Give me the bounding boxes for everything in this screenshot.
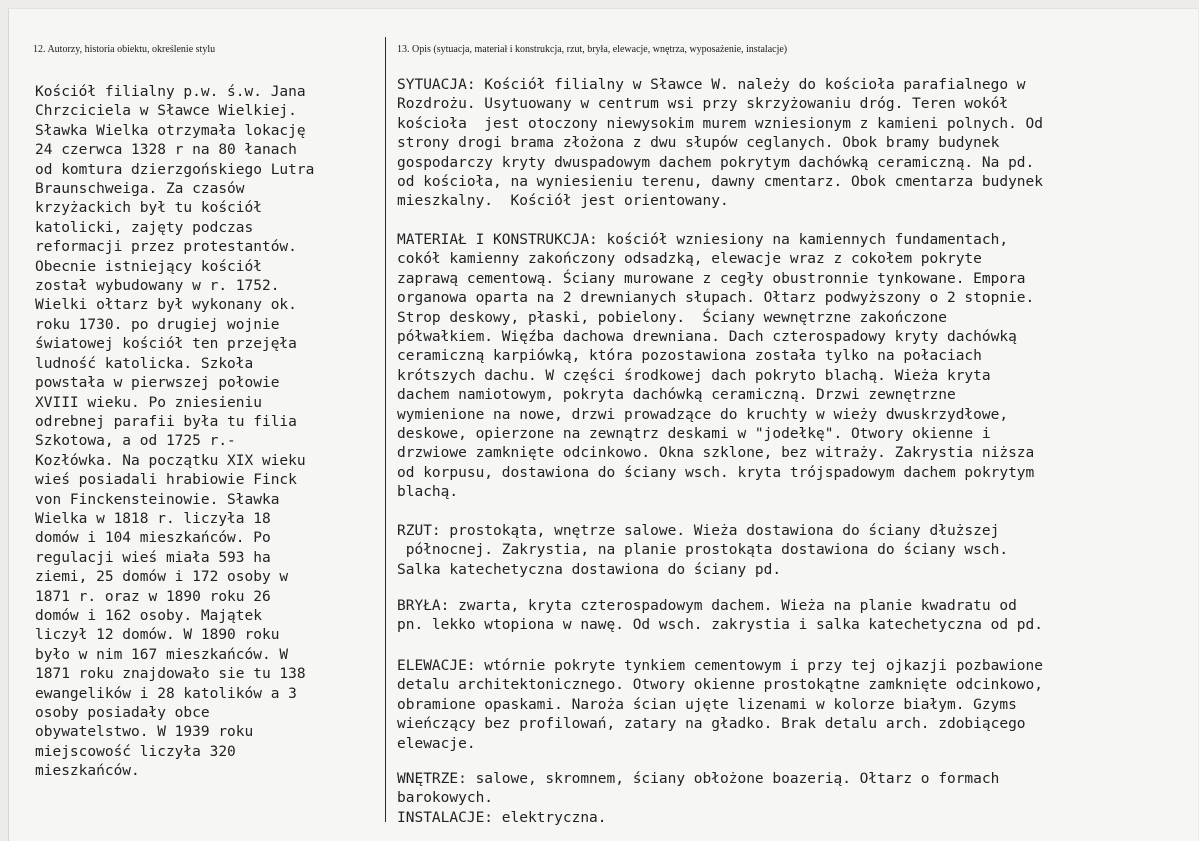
right-column-header: 13. Opis (sytuacja, materiał i konstrukcja, rzut, bryła, elewacje, wnętrza, wyposażenie, instalacje) <box>397 44 788 55</box>
text-line: krótszych dachu. W części środkowej dach pokryto blachą. Wieża kryta <box>397 367 991 384</box>
text-line: Wielki ołtarz był wykonany ok. <box>35 297 297 314</box>
text-line: ceramiczną karpiówką, która pozostawiona została tylko na połaciach <box>397 348 982 365</box>
text-line: katolicki, zajęty podczas <box>35 219 254 236</box>
text-line: kościoła jest otoczony niewysokim murem wzniesionym z kamieni polnych. Od <box>397 115 1044 132</box>
text-line: od kościoła, na wyniesieniu terenu, dawny cmentarz. Obok cmentarza budynek <box>397 174 1044 191</box>
text-line: Rozdrożu. Usytuowany w centrum wsi przy skrzyżowaniu dróg. Teren wokół <box>397 96 1009 113</box>
text-line: Braunschweiga. Za czasów <box>35 181 245 198</box>
text-line: Kozłówka. Na początku XIX wieku <box>35 452 306 469</box>
text-line: domów i 104 mieszkańców. Po <box>35 530 271 547</box>
text-line: od komtura dzierzgońskiego Lutra <box>35 161 315 178</box>
text-line: barokowych. <box>397 790 494 807</box>
text-line: Kościół filialny p.w. ś.w. Jana <box>35 84 306 100</box>
text-line: odrebnej parafii była tu filia <box>35 413 297 430</box>
text-line: 1871 r. oraz w 1890 roku 26 <box>35 588 271 605</box>
text-line: półwałkiem. Więźba dachowa drewniana. Dach czterospadowy kryty dachówką <box>397 329 1017 346</box>
text-line: północnej. Zakrystia, na planie prostokąta dostawiona do ściany wsch. <box>397 542 1009 559</box>
text-line: 24 czerwca 1328 r na 80 łanach <box>35 142 297 159</box>
text-line: obramione opaskami. Naroża ścian ujęte lizenami w kolorze białym. Gzyms <box>397 696 1017 713</box>
text-line: zaprawą cementową. Ściany murowane z cegły obustronnie tynkowane. Empora <box>397 270 1026 287</box>
text-line: cokół kamienny zakończony odsadzką, elewacje wraz z cokołem pokryte <box>397 251 982 268</box>
text-line: XVIII wieku. Po zniesieniu <box>35 394 262 411</box>
text-line: 1871 roku znajdowało sie tu 138 <box>35 666 306 683</box>
text-line: Obecnie istniejący kościół <box>35 258 262 275</box>
text-line: organowa oparta na 2 drewnianych słupach. Ołtarz podwyższony o 2 stopnie. <box>397 290 1035 307</box>
text-line: roku 1730. po drugiej wojnie <box>35 316 280 333</box>
text-line: BRYŁA: zwarta, kryta czterospadowym dachem. Wieża na planie kwadratu od <box>397 598 1017 614</box>
text-line: obywatelstwo. W 1939 roku <box>35 724 254 741</box>
column-divider <box>385 37 386 822</box>
text-line: Salka katechetyczna dostawiona do ściany pd. <box>397 561 782 578</box>
text-line: Wielka w 1818 r. liczyła 18 <box>35 510 271 527</box>
text-line: SYTUACJA: Kościół filialny w Sławce W. należy do kościoła parafialnego w <box>397 77 1026 93</box>
text-line: krzyżackich był tu kościół <box>35 200 262 217</box>
text-line: deskowe, opierzone na zewnątrz deskami w "jodełkę". Otwory okienne i <box>397 426 991 443</box>
text-line: miejscowość liczyła 320 <box>35 743 236 760</box>
text-line: od korpusu, dostawiona do ściany wsch. kryta trójspadowym dachem pokrytym <box>397 464 1035 481</box>
text-line: powstała w pierwszej połowie <box>35 375 280 392</box>
text-line: wieńczący bez profilowań, zatary na gładko. Brak detalu arch. zdobiącego <box>397 716 1026 733</box>
text-line: ziemi, 25 domów i 172 osoby w <box>35 569 289 586</box>
text-line: Strop deskowy, płaski, pobielony. Ściany wewnętrzne zakończone <box>397 309 947 326</box>
section-elewacje <box>397 657 1043 754</box>
text-line: detalu architektonicznego. Otwory okienne prostokątne zamknięte odcinkowo, <box>397 677 1044 694</box>
history-text <box>35 83 314 782</box>
text-line: drzwiowe zamknięte odcinkowo. Okna szklone, bez witraży. Zakrystia niższa <box>397 445 1035 462</box>
text-line: gospodarczy kryty dwuspadowym dachem pokrytym dachówką ceramiczną. Na pd. <box>397 154 1035 171</box>
text-line: pn. lekko wtopiona w nawę. Od wsch. zakrystia i salka katechetyczna od pd. <box>397 617 1044 634</box>
text-line: mieszkańców. <box>35 763 140 780</box>
text-line: ewangelików i 28 katolików a 3 <box>35 685 297 702</box>
text-line: wymienione na nowe, drzwi prowadzące do kruchty w wieży dwuskrzydłowe, <box>397 406 1009 423</box>
section-sytuacja <box>397 76 1043 212</box>
text-line: domów i 162 osoby. Majątek <box>35 607 262 624</box>
section-material <box>397 231 1034 503</box>
text-line: MATERIAŁ I KONSTRUKCJA: kościół wzniesiony na kamiennych fundamentach, <box>397 232 1009 248</box>
text-line: mieszkalny. Kościół jest orientowany. <box>397 193 729 210</box>
text-line: RZUT: prostokąta, wnętrze salowe. Wieża dostawiona do ściany dłuższej <box>397 523 1000 539</box>
text-line: WNĘTRZE: salowe, skromnem, ściany obłożone boazerią. Ołtarz o formach <box>397 771 1000 787</box>
section-rzut <box>397 522 1008 580</box>
text-line: strony drogi brama złożona z dwu słupów ceglanych. Obok bramy budynek <box>397 135 1000 152</box>
section-bryla <box>397 597 1043 636</box>
text-line: Chrzciciela w Sławce Wielkiej. <box>35 103 297 120</box>
text-line: wieś posiadali hrabiowie Finck <box>35 472 297 489</box>
text-line: ELEWACJE: wtórnie pokryte tynkiem cementowym i przy tej ojkazji pozbawione <box>397 658 1044 674</box>
left-column-header: 12. Autorzy, historia obiektu, określenie stylu <box>33 44 216 55</box>
text-line: dachem namiotowym, pokryta dachówką ceramiczną. Drzwi zewnętrzne <box>397 387 956 404</box>
text-line: światowej kościół ten przejęła <box>35 336 297 353</box>
text-line: von Finckensteinowie. Sławka <box>35 491 280 508</box>
section-wnetrze <box>397 770 999 828</box>
text-line: regulacji wieś miała 593 ha <box>35 549 271 566</box>
text-line: reformacji przez protestantów. <box>35 239 297 256</box>
text-line: Sławka Wielka otrzymała lokację <box>35 122 306 139</box>
text-line: elewacje. <box>397 735 476 752</box>
text-line: blachą. <box>397 484 459 501</box>
text-line: został wybudowany w r. 1752. <box>35 278 280 295</box>
text-line: było w nim 167 mieszkańców. W <box>35 646 289 663</box>
text-line: ludność katolicka. Szkoła <box>35 355 254 372</box>
text-line: INSTALACJE: elektryczna. <box>397 809 607 826</box>
text-line: Szkotowa, a od 1725 r.- <box>35 433 236 450</box>
text-line: osoby posiadały obce <box>35 705 210 721</box>
text-line: liczył 12 domów. W 1890 roku <box>35 627 280 644</box>
